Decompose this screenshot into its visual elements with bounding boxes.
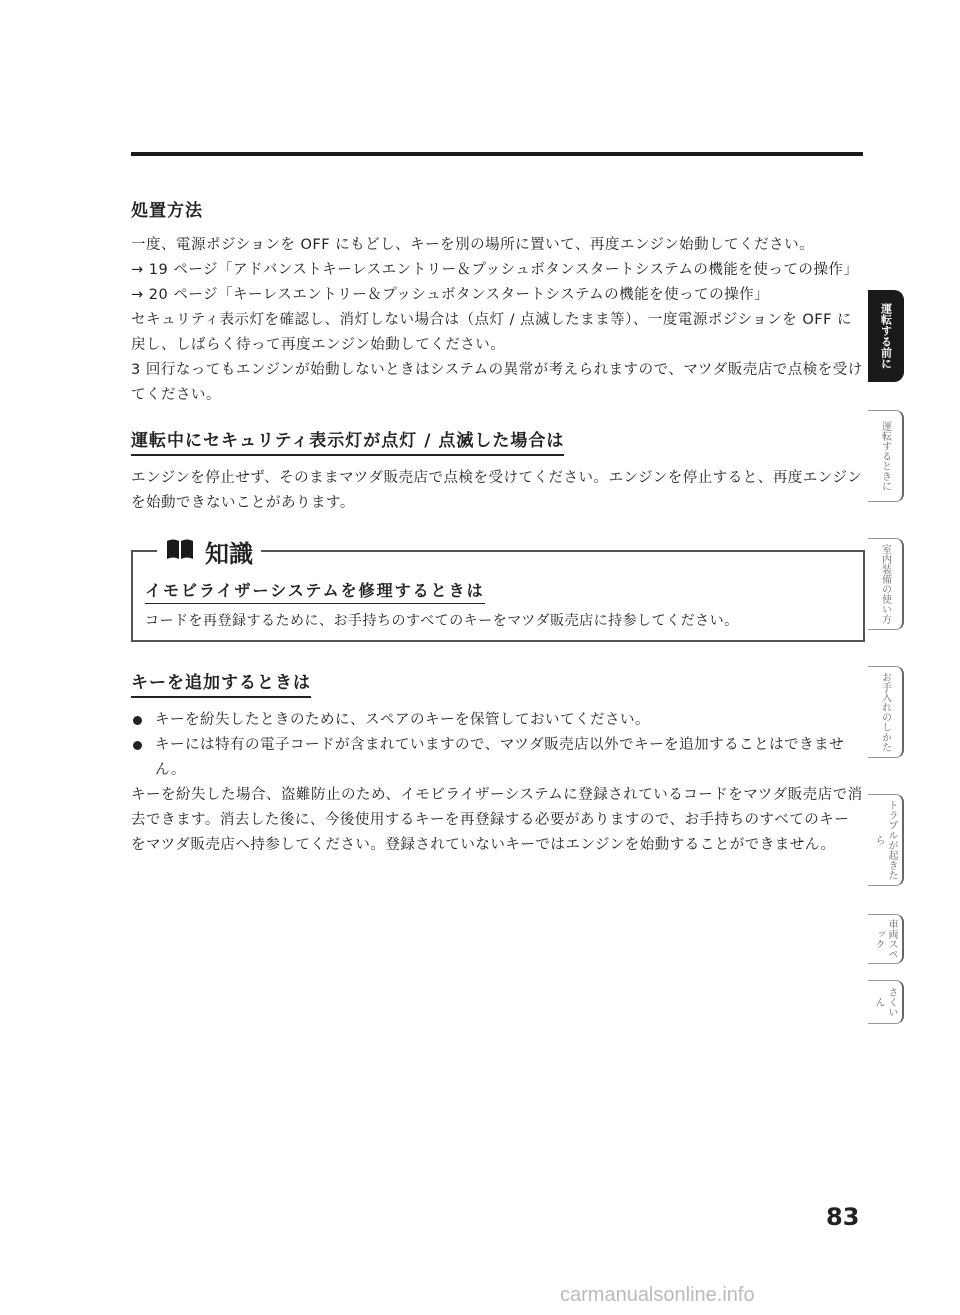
page-number: 83 (826, 1203, 860, 1231)
tab-before-driving[interactable]: 運転する前に (868, 290, 904, 382)
top-rule (131, 152, 863, 156)
page-reference: → 20 ページ「キーレスエントリー＆プッシュボタンスタートシステムの機能を使っての操作」 (131, 287, 770, 303)
book-icon (165, 537, 195, 567)
page-reference: → 19 ページ「アドバンストキーレスエントリー＆プッシュボタンスタートシステムの機能を使っての操作」 (131, 262, 859, 278)
tab-index[interactable]: さくいん (868, 980, 904, 1024)
knowledge-subtitle: イモビライザーシステムを修理するときは (145, 578, 485, 604)
main-content (131, 196, 863, 858)
knowledge-label (157, 534, 261, 569)
tab-maintenance[interactable]: お手入れのしかた (868, 666, 904, 758)
section-title-treatment: 処置方法 (131, 201, 203, 221)
tab-specs[interactable]: 車両スペック (868, 914, 904, 964)
bullet-icon (133, 716, 142, 725)
bullet-list (131, 708, 863, 783)
tab-interior[interactable]: 室内装備の使い方 (868, 538, 904, 630)
paragraph: 3 回行なってもエンジンが始動しないときはシステムの異常が考えられますので、マツダ販売店で点検を受けてください。 (131, 362, 863, 403)
watermark: carmanualsonline.info (560, 1284, 755, 1306)
knowledge-label-text: 知識 (205, 540, 253, 568)
tab-troubleshooting[interactable]: トラブルが起きたら (868, 794, 904, 886)
paragraph: 一度、電源ポジションを OFF にもどし、キーを別の場所に置いて、再度エンジン始動してください。 (131, 237, 815, 253)
knowledge-box (131, 540, 865, 642)
tab-while-driving[interactable]: 運転するときに (868, 410, 904, 502)
paragraph: エンジンを停止せず、そのままマツダ販売店で点検を受けてください。エンジンを停止すると、再度エンジンを始動できないことがあります。 (131, 470, 863, 511)
paragraph: キーを紛失した場合、盗難防止のため、イモビライザーシステムに登録されているコードをマツダ販売店で消去できます。消去した後に、今後使用するキーを再登録する必要がありますので、お手持ちのすべてのキーをマツダ販売店へ持参してください。登録されていないキーではエンジンを始動することができません。 (131, 787, 863, 853)
section-title-warning-light: 運転中にセキュリティ表示灯が点灯 / 点滅した場合は (131, 426, 564, 456)
list-item: キーには特有の電子コードが含まれていますので、マツダ販売店以外でキーを追加することはできません。 (131, 733, 863, 783)
list-item: キーを紛失したときのために、スペアのキーを保管しておいてください。 (131, 708, 863, 733)
section-title-add-key: キーを追加するときは (131, 668, 311, 698)
bullet-icon (133, 741, 142, 750)
knowledge-text: コードを再登録するために、お手持ちのすべてのキーをマツダ販売店に持参してください。 (145, 613, 739, 629)
paragraph: セキュリティ表示灯を確認し、消灯しない場合は（点灯 / 点滅したまま等）、一度電源ポジションを OFF に戻し、しばらく待って再度エンジン始動してください。 (131, 312, 853, 353)
